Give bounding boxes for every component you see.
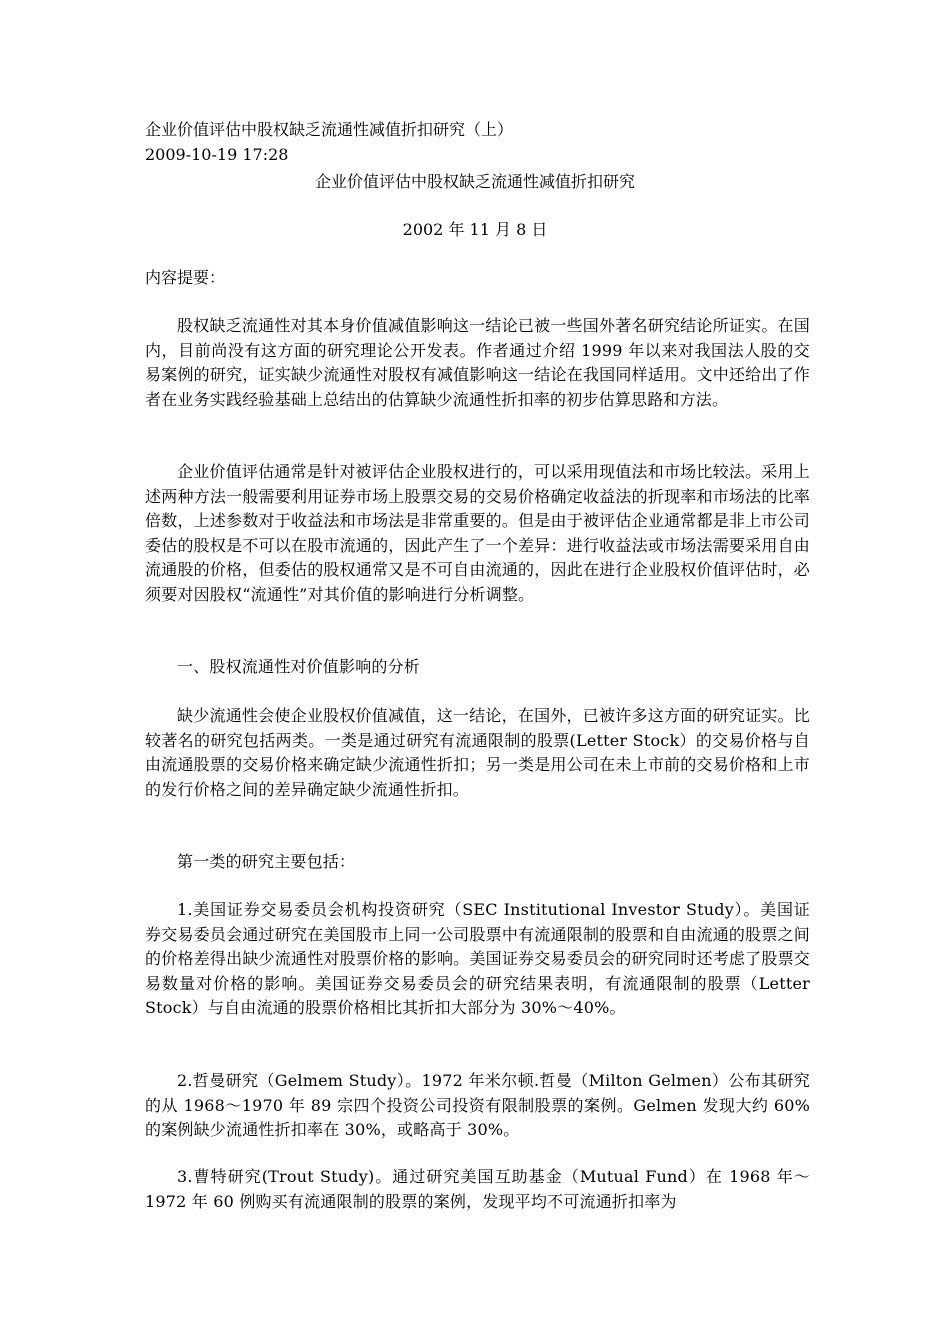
section-heading-1: 一、股权流通性对价值影响的分析: [177, 657, 421, 676]
abstract-heading: 内容提要：: [145, 268, 226, 287]
paragraph-section-1: 缺少流通性会使企业股权价值减值，这一结论，在国外，已被许多这方面的研究证实。比较著名的研究包括两类。一类是通过研究有流通限制的股票(Letter Stock）的交易价格与自由流通股票的交易价格来确定缺少流通性折扣；另一类是用公司在未上市前的交易价格和上市的发行价格之间的差异确定缺少流通性折扣。: [145, 706, 810, 799]
paragraph-gelmen-study: 2.哲曼研究（Gelmem Study）。1972 年米尔顿.哲曼（Milton Gelmen）公布其研究的从 1968～1970 年 89 宗四个投资公司投资有限制股票的案例。Gelmen 发现大约 60%的案例缺少流通性折扣率在 30%，或略高于 30%。: [145, 1071, 810, 1140]
article-title: 企业价值评估中股权缺乏流通性减值折扣研究: [314, 172, 635, 191]
post-title: 企业价值评估中股权缺乏流通性减值折扣研究（上）: [145, 120, 514, 139]
article-date: 2002 年 11 月 8 日: [402, 220, 548, 239]
paragraph-first-category: 第一类的研究主要包括：: [177, 852, 356, 871]
post-datetime: 2009-10-19 17:28: [145, 145, 289, 164]
paragraph-sec-study: 1.美国证券交易委员会机构投资研究（SEC Institutional Investor Study）。美国证券交易委员会通过研究在美国股市上同一公司股票中有流通限制的股票和自由流通的股票之间的价格差得出缺少流通性对股票价格的影响。美国证券交易委员会的研究同时还考虑了股票交易数量对价格的影响。美国证券交易委员会的研究结果表明，有流通限制的股票（Letter Stock）与自由流通的股票价格相比其折扣大部分为 30%～40%。: [145, 900, 810, 1018]
paragraph-intro: 企业价值评估通常是针对被评估企业股权进行的，可以采用现值法和市场比较法。采用上述两种方法一般需要利用证券市场上股票交易的交易价格确定收益法的折现率和市场法的比率倍数，上述参数对于收益法和市场法是非常重要的。但是由于被评估企业通常都是非上市公司委估的股权是不可以在股市流通的，因此产生了一个差异：进行收益法或市场法需要采用自由流通股的价格，但委估的股权通常又是不可自由流通的，因此在进行企业股权价值评估时，必须要对因股权“流通性”对其价值的影响进行分析调整。: [145, 462, 810, 604]
paragraph-trout-study: 3.曹特研究(Trout Study)。通过研究美国互助基金（Mutual Fund）在 1968 年～1972 年 60 例购买有流通限制的股票的案例，发现平均不可流通折扣率为: [145, 1167, 810, 1211]
paragraph-abstract: 股权缺乏流通性对其本身价值减值影响这一结论已被一些国外著名研究结论所证实。在国内，目前尚没有这方面的研究理论公开发表。作者通过介绍 1999 年以来对我国法人股的交易案例的研究，证实缺少流通性对股权有减值影响这一结论在我国同样适用。文中还给出了作者在业务实践经验基础上总结出的估算缺少流通性折扣率的初步估算思路和方法。: [145, 316, 810, 409]
